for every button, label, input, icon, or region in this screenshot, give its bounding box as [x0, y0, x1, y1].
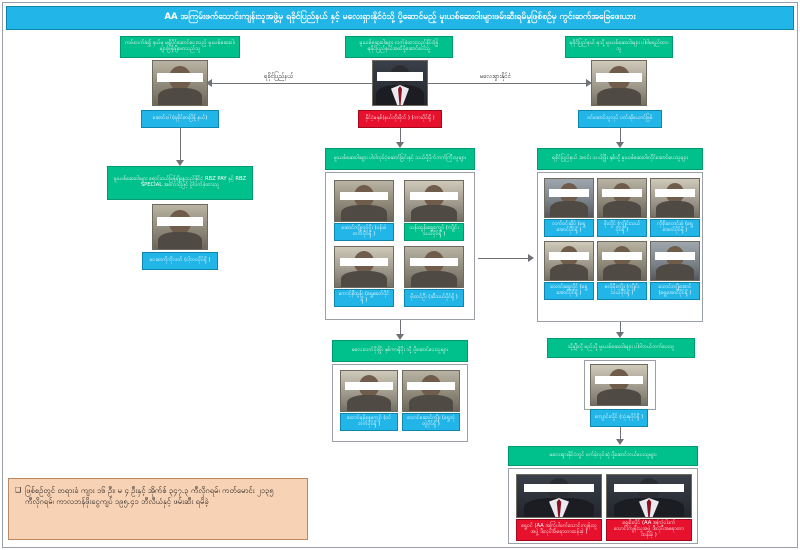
label-mid-2: သန်းထွန်းရွှေကျော် (ကျိုင်းသယ်ပိုင်ရှိ )	[404, 223, 464, 241]
arrow-bottom	[616, 439, 624, 445]
label-bottom-2: ရွှေစိုးလှိုင် (AA အကြံ့ပါဖက်သောင်းကျန်းသူအဖွဲ့ ဒီးလုပ်အရောတာထန်းခဲ့ )	[606, 519, 692, 541]
label-right-5: စလိုမိုးကျိုး (ကျိုင်းသယ်ပိုင်ရှိ )	[597, 282, 647, 300]
label-mid-1: ဆောင်ကျိုလုပ်ပိုး (ပန်းခဲတက်ပိုင်ရှိ )	[334, 223, 394, 241]
arrow-mid-to-right	[528, 254, 534, 262]
photo-mid2-1	[340, 370, 398, 412]
label-right-6: သောင်းကျိုအောင် (ရွှေအောင်ပိုင်ရှိ )	[650, 282, 700, 300]
top-right-label: ဝင်ဆောင်သူလုပ် ပတ်ဆိုယောင်ဖြစ်	[578, 110, 662, 128]
label-mid2-2: သောင်ဆောင်ကျိုး (ရွှေဘုံတွဲပိုင်ရှိ )	[402, 413, 460, 431]
top-right-caption: ရခိုင်ပြည်နယ် မှသို့ မူးယစ်ဆေးဝါးများ ပါဝါမရည်ထားသူ	[565, 36, 673, 58]
edge-label-left: ရခိုင်ပြည်နယ်	[264, 73, 294, 80]
top-left-caption: ကမ်းလက်ခံ၍ နယ်မှ မရှိပိုင့်ဆောင်ပေးသည့် မူးယစ်ဆေးဝါးများဖြန့်ချိဖောသည်သူ	[120, 36, 240, 58]
photo-top-left	[152, 60, 208, 106]
label-right-1: လက်ဝင်ဆိုပ် (ရွှေအောင်ပိုင်ရှိ )	[544, 219, 594, 237]
photo-mid-4	[404, 246, 464, 288]
arrow-to-right	[586, 79, 592, 87]
page-title: AA အကြမ်းဖက်သောင်းကျန်းသူအဖွဲ့မှ ရခိုင်ပြည်နယ် နှင့် မလေးရှားနိုင်ငံသို့ ပို့ဆောင်မည့် မူးယစ်ဆေးဝါးများဖမ်းဆီးရမိမှုဖြစ်စဉ်မှ ကွင်းဆက်အခြေဖေးယား	[6, 6, 794, 30]
note-bullet-icon: ❑	[15, 486, 22, 494]
photo-right-1	[544, 178, 594, 218]
photo-mid-2	[404, 180, 464, 222]
arrow-to-left	[206, 79, 212, 87]
footer-note	[8, 478, 308, 540]
photo-right-lower	[590, 364, 648, 406]
photo-top-right	[591, 60, 647, 106]
right-lower-caption: သို့မျှီးလို့ မည်သို့ မူးယစ်ဆေးဝါးများ ပါဝါဘယ်ဘက်ပေးသူ	[547, 338, 695, 358]
label-bottom-1: ရွှေဝင် (AA အကြံ့ပါဖက်သောင်းကျန်းသူအဖွဲ့ ဒီးလုပ်အရောတာထန်းခဲ့ )	[516, 519, 602, 541]
label-mid-3: ကောင့်နီထွန်း (ရွှေခေတ်ပိုင်ရှိ )	[334, 289, 394, 307]
top-center-label: နိုင်ငံ့မနှစ်(နယ်ဘိုးဗိုလ် ) (ကားပိုင်ရှိ )	[358, 110, 442, 128]
photo-right-3	[650, 178, 700, 218]
label-mid-4: ဖိုးတင်ဦး (ဆီသယ်ပိုင်ရှိ )	[404, 289, 464, 307]
label-mid2-1: ထောင်ရန်နေကျော် (ဝင်ဘက်ပိုင်ရှိ )	[340, 413, 398, 431]
photo-right-6	[650, 241, 700, 281]
photo-bottom-1	[516, 474, 602, 518]
top-left-label: ဆောင်းပါ (ရခိုင်စားပြိန့် နယ်)	[141, 110, 219, 128]
photo-top-center	[372, 60, 428, 106]
photo-mid-1	[334, 180, 394, 222]
label-right-lower: ကျောင်းလှိုင် (သုံးရပိုင်ရှိ )	[590, 409, 648, 427]
left-branch-caption: မူးယစ်ဆေးဝါးများ ရောင်းဝယ်ဖြန့်ချိနေသည့်နိုင်ငံ RBZ PAY နှင့် RBZ SPECIAL အကောင့်ဖြင့် ပူလက်ခဲ့ထားသူ	[107, 166, 253, 200]
connector-center-to-right	[428, 83, 591, 84]
label-right-2: ဖိုးလှိုင် (ကျိုင်းသယ်ပိုင်ရှိ )	[597, 219, 647, 237]
photo-mid2-2	[402, 370, 460, 412]
photo-left-branch	[152, 204, 208, 250]
left-branch-label: ဝေဆာကိုကိုလတ် (ငါ့ဘဝပိုင်ရှိ )	[142, 252, 218, 270]
middle-group1-caption: မူးယစ်ဆေးဝါးများ ပါဝါလုပ်ငံ့ဆောင်ခြင်းနှင့် သယ်ပို့ပိုက်ဘက်ကြီးသူများ	[325, 148, 475, 170]
bottom-group-caption: မလေးရှားနိုင်ငံတွင် ဖက်ခဲ့လုပ်ဆုံ ပို့ဆောင်ဘယ်ပေးသူများ	[508, 446, 698, 466]
top-center-caption: မူးယစ်ဆေးဝါးများ လက်ခံထားသည့်နိုင်ငံခြံ့ ရခိုင်ပြည်နယ်အထိပို့ဆောင်ပေးသူ	[345, 36, 453, 58]
connector-center-to-left	[208, 83, 372, 84]
note-text: ဖြစ်စဉ်တွင် တရားခံ ကျား ၁၆ ဦး၊ မ ၄ ဦးနှင့် အိုက်စ် ၃၄၇.၃ ကီလိုဂရမ်၊ ကတ်မောင်း ၂၁၃၅ ကီလိုဂရမ်၊ ကာလဘန်ဖိုးငွေကျပ် ၁၉၅.၄၁ ဘီလီယံနှင့် ဖမ်းဆီး ရမိခဲ့	[25, 486, 274, 506]
photo-right-2	[597, 178, 647, 218]
middle-group2-caption: မလေးလက်ပိုးဖြိုး နှစ်ကာရှိပိုး သို့ ပို့ဆောင်ပေးသူများ	[332, 340, 468, 362]
label-right-3: ကိုစိုးလောင်းခဲ့ (ရွှေအောင်ပိုင်ရှိ )	[650, 219, 700, 237]
connector-mid-to-right	[478, 258, 530, 259]
photo-mid-3	[334, 246, 394, 288]
photo-right-4	[544, 241, 594, 281]
photo-bottom-2	[606, 474, 692, 518]
photo-right-5	[597, 241, 647, 281]
edge-label-right: မလေးရှားနိုင်ငံ	[480, 73, 512, 80]
connector-left-down	[180, 128, 181, 162]
right-branch-caption: ရခိုင်ပြည်နယ် အဝင်း သယ်ဖြိုး နှစ်သို့ မူးယစ်ဆေးဝါးလိုင်ဆောင်ပေးသူများ	[537, 148, 703, 170]
label-right-4: သောင်းရွှေလှိုင် (ရွှေအောင်ပိုင်ရှိ )	[544, 282, 594, 300]
